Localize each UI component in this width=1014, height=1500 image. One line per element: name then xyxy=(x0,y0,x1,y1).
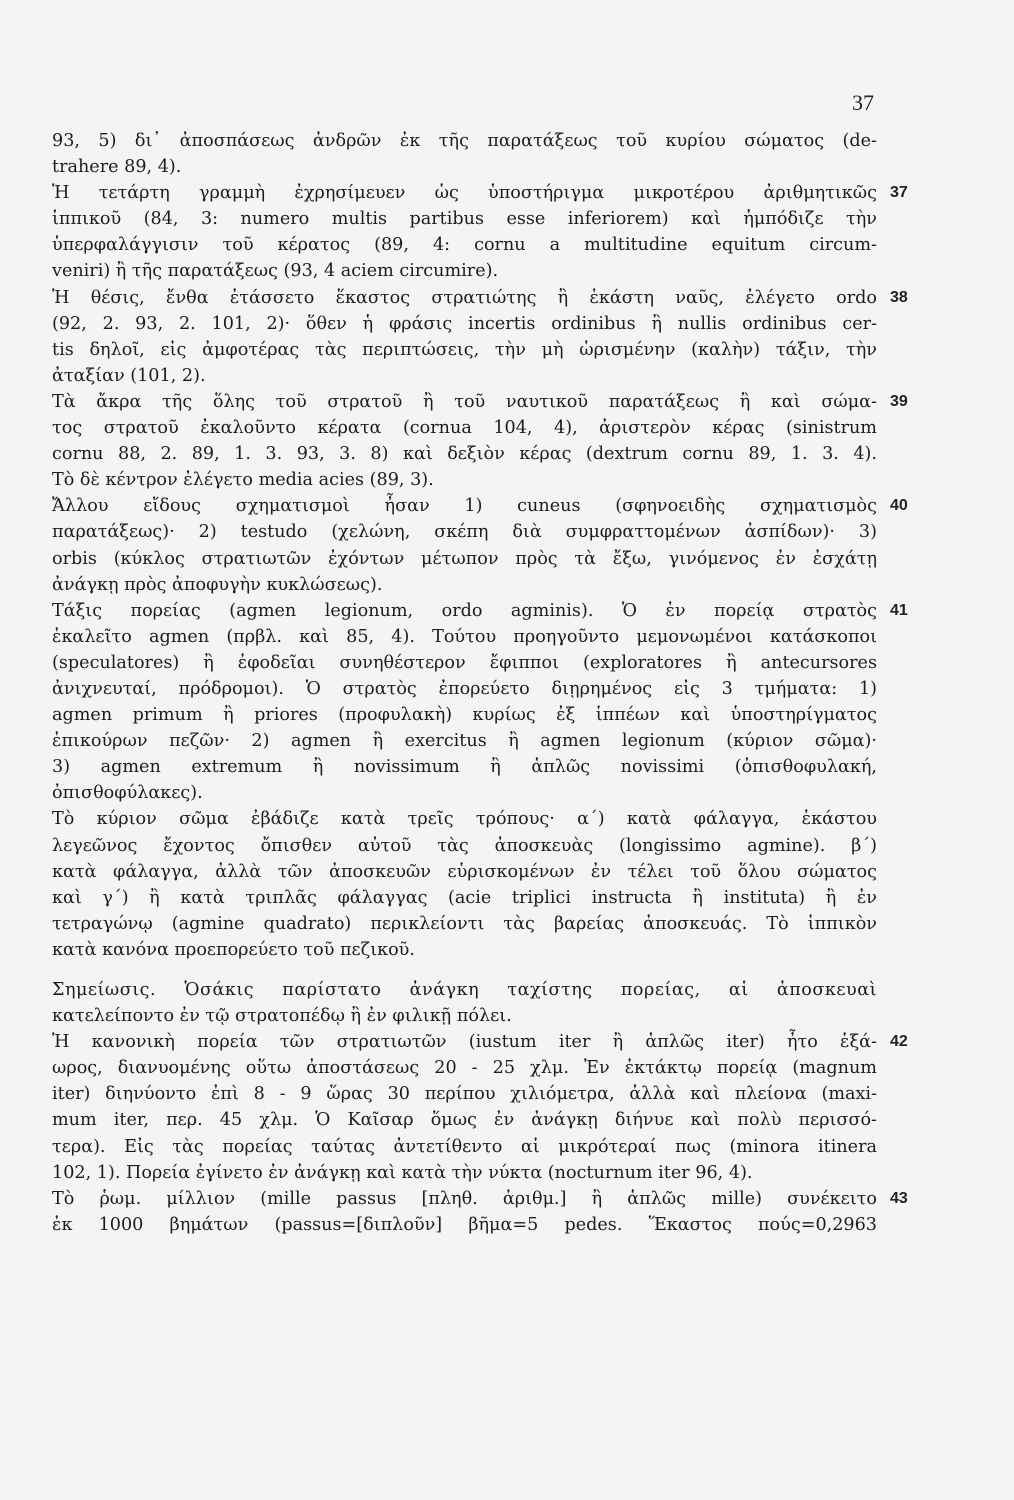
text-line xyxy=(52,519,877,545)
line-text: Τάξις πορείας (agmen legionum, ordo agminis). Ὁ ἐν πορείᾳ στρατὸς xyxy=(52,600,877,621)
line-text: (speculatores) ἢ ἐφοδεῖαι συνηθέστερον ἔφιπποι (exploratores ἢ antecursores xyxy=(52,652,877,673)
margin-section-number: 39 xyxy=(890,392,908,410)
line-text: ἐπικούρων πεζῶν· 2) agmen ἢ exercitus ἢ agmen legionum (κύριον σῶμα)· xyxy=(52,731,877,752)
line-text: Σημείωσις. Ὁσάκις παρίστατο ἀνάγκη ταχίστης πορείας, αἱ ἀποσκευαὶ xyxy=(52,980,877,1000)
line-text: κατελείποντο ἐν τῷ στρατοπέδῳ ἢ ἐν φιλικῇ πόλει. xyxy=(52,1006,512,1027)
text-line xyxy=(52,285,908,311)
text-line xyxy=(52,885,877,911)
text-line xyxy=(52,1107,877,1133)
page-body xyxy=(52,128,908,1238)
line-text: ἀνιχνευταί, πρόδρομοι). Ὁ στρατὸς ἐπορεύετο διῃρημένος εἰς 3 τμήματα: 1) xyxy=(52,678,877,699)
line-text: Τὸ ῥωμ. μίλλιον (mille passus [πληθ. ἀριθμ.] ἢ ἁπλῶς mille) συνέκειτο xyxy=(52,1188,877,1209)
text-line xyxy=(52,1029,908,1055)
text-line xyxy=(52,1212,877,1238)
line-text: Ἄλλου εἴδους σχηματισμοὶ ἦσαν 1) cuneus (σφηνοειδὴς σχηματισμὸς xyxy=(52,496,877,517)
text-line xyxy=(52,728,877,754)
margin-section-number: 38 xyxy=(890,288,908,306)
text-line xyxy=(52,258,877,284)
line-text: Ἡ θέσις, ἔνθα ἐτάσσετο ἕκαστος στρατιώτης ἢ ἑκάστη ναῦς, ἐλέγετο ordo xyxy=(52,287,877,308)
line-text: Ἡ κανονικὴ πορεία τῶν στρατιωτῶν (iustum iter ἢ ἁπλῶς iter) ἦτο ἑξά- xyxy=(52,1032,877,1053)
line-text: 102, 1). Πορεία ἐγίνετο ἐν ἀνάγκῃ καὶ κατὰ τὴν νύκτα (nocturnum iter 96, 4). xyxy=(52,1162,753,1183)
margin-section-number: 42 xyxy=(890,1033,908,1051)
text-line xyxy=(52,780,877,806)
line-text: Τὰ ἄκρα τῆς ὅλης τοῦ στρατοῦ ἢ τοῦ ναυτικοῦ παρατάξεως ἢ καὶ σώμα- xyxy=(52,391,877,412)
line-text: mum iter, περ. 45 χλμ. Ὁ Καῖσαρ ὅμως ἐν ἀνάγκῃ διήνυε καὶ πολὺ περισσό- xyxy=(52,1110,877,1131)
line-text: κατὰ φάλαγγα, ἀλλὰ τῶν ἀποσκευῶν εὑρισκομένων ἐν τέλει τοῦ ὅλου σώματος xyxy=(52,861,877,882)
margin-section-number: 37 xyxy=(890,184,908,202)
text-line xyxy=(52,676,877,702)
text-line xyxy=(52,1081,877,1107)
line-text: ἐκαλεῖτο agmen (πρβλ. καὶ 85, 4). Τούτου προηγοῦντο μεμονωμένοι κατάσκοποι xyxy=(52,626,877,647)
line-text: λεγεῶνος ἔχοντος ὄπισθεν αὐτοῦ τὰς ἀποσκευὰς (longissimo agmine). β´) xyxy=(52,835,877,856)
text-line xyxy=(52,1134,877,1160)
line-text: ωρος, διανυομένης οὕτω ἀποστάσεως 20 - 25 χλμ. Ἐν ἐκτάκτῳ πορείᾳ (magnum xyxy=(52,1058,877,1079)
text-line xyxy=(52,206,877,232)
line-text: ἐκ 1000 βημάτων (passus=[διπλοῦν] βῆμα=5 pedes. Ἕκαστος πούς=0,2963 xyxy=(52,1214,877,1235)
text-line xyxy=(52,833,877,859)
line-text: τετραγώνῳ (agmine quadrato) περικλείοντι τὰς βαρείας ἀποσκευάς. Τὸ ἱππικὸν xyxy=(52,913,877,934)
line-text: agmen primum ἢ priores (προφυλακὴ) κυρίως ἐξ ἱππέων καὶ ὑποστηρίγματος xyxy=(52,705,877,726)
margin-section-number: 43 xyxy=(890,1189,908,1207)
text-line xyxy=(52,598,908,624)
text-line xyxy=(52,232,877,258)
text-line xyxy=(52,859,877,885)
text-line xyxy=(52,650,877,676)
line-text: tis δηλοῖ, εἰς ἀμφοτέρας τὰς περιπτώσεις, τὴν μὴ ὡρισμένην (καλὴν) τάξιν, τὴν xyxy=(52,339,877,360)
page-number: 37 xyxy=(852,90,874,115)
text-line xyxy=(52,546,877,572)
line-text: ὑπερφαλάγγισιν τοῦ κέρατος (89, 4: cornu a multitudine equitum circum- xyxy=(52,235,877,256)
line-text: 93, 5) δι᾽ ἀποσπάσεως ἀνδρῶν ἐκ τῆς παρατάξεως τοῦ κυρίου σώματος (de- xyxy=(52,131,877,151)
text-line xyxy=(52,911,877,937)
line-text: ἀταξίαν (101, 2). xyxy=(52,365,206,386)
line-text: Τὸ δὲ κέντρον ἐλέγετο media acies (89, 3). xyxy=(52,470,434,491)
line-text: ἀνάγκῃ πρὸς ἀποφυγὴν κυκλώσεως). xyxy=(52,574,383,595)
text-line xyxy=(52,389,908,415)
text-line xyxy=(52,337,877,363)
text-line xyxy=(52,441,877,467)
text-line xyxy=(52,572,877,598)
line-text: 3) agmen extremum ἢ novissimum ἢ ἁπλῶς novissimi (ὀπισθοφυλακή, xyxy=(52,757,877,778)
line-text: iter) διηνύοντο ἐπὶ 8 - 9 ὥρας 30 περίπου χιλιόμετρα, ἀλλὰ καὶ πλείονα (maxi- xyxy=(52,1084,877,1105)
margin-section-number: 40 xyxy=(890,497,908,515)
text-line xyxy=(52,493,908,519)
text-line xyxy=(52,1186,908,1212)
line-text: Ἡ τετάρτη γραμμὴ ἐχρησίμευεν ὡς ὑποστήριγμα μικροτέρου ἀριθμητικῶς xyxy=(52,183,877,204)
line-text: cornu 88, 2. 89, 1. 3. 93, 3. 8) καὶ δεξιὸν κέρας (dextrum cornu 89, 1. 3. 4). xyxy=(52,444,877,465)
line-text: trahere 89, 4). xyxy=(52,157,182,178)
line-text: καὶ γ´) ἢ κατὰ τριπλᾶς φάλαγγας (acie triplici instructa ἢ instituta) ἢ ἐν xyxy=(52,887,877,908)
line-text: τερα). Εἰς τὰς πορείας ταύτας ἀντετίθεντο αἱ μικρότεραί πως (minora itinera xyxy=(52,1136,877,1157)
text-line xyxy=(52,1055,877,1081)
text-line xyxy=(52,702,877,728)
line-text: orbis (κύκλος στρατιωτῶν ἐχόντων μέτωπον πρὸς τὰ ἔξω, γινόμενος ἐν ἐσχάτῃ xyxy=(52,548,877,569)
text-line xyxy=(52,311,877,337)
text-line xyxy=(52,977,877,1003)
text-line xyxy=(52,1160,877,1186)
text-line xyxy=(52,754,877,780)
text-line xyxy=(52,624,877,650)
text-line xyxy=(52,415,877,441)
line-text: τος στρατοῦ ἐκαλοῦντο κέρατα (cornua 104, 4), ἀριστερὸν κέρας (sinistrum xyxy=(52,418,877,439)
text-line xyxy=(52,128,877,154)
text-line xyxy=(52,467,877,493)
line-text: Τὸ κύριον σῶμα ἐβάδιζε κατὰ τρεῖς τρόπους· α´) κατὰ φάλαγγα, ἑκάστου xyxy=(52,809,877,830)
line-text: ὀπισθοφύλακες). xyxy=(52,783,203,804)
text-line xyxy=(52,363,877,389)
line-text: (92, 2. 93, 2. 101, 2)· ὅθεν ἡ φράσις incertis ordinibus ἢ nullis ordinibus cer- xyxy=(52,313,877,334)
text-line xyxy=(52,154,877,180)
line-text: παρατάξεως)· 2) testudo (χελώνη, σκέπη διὰ συμφραττομένων ἀσπίδων)· 3) xyxy=(52,522,877,543)
margin-section-number: 41 xyxy=(890,601,908,619)
line-text: ἱππικοῦ (84, 3: numero multis partibus esse inferiorem) καὶ ἠμπόδιζε τὴν xyxy=(52,209,877,230)
text-line xyxy=(52,1003,877,1029)
text-line xyxy=(52,937,877,963)
line-text: κατὰ κανόνα προεπορεύετο τοῦ πεζικοῦ. xyxy=(52,939,415,960)
text-line xyxy=(52,180,908,206)
text-line xyxy=(52,806,877,832)
line-text: veniri) ἢ τῆς παρατάξεως (93, 4 aciem circumire). xyxy=(52,261,499,282)
